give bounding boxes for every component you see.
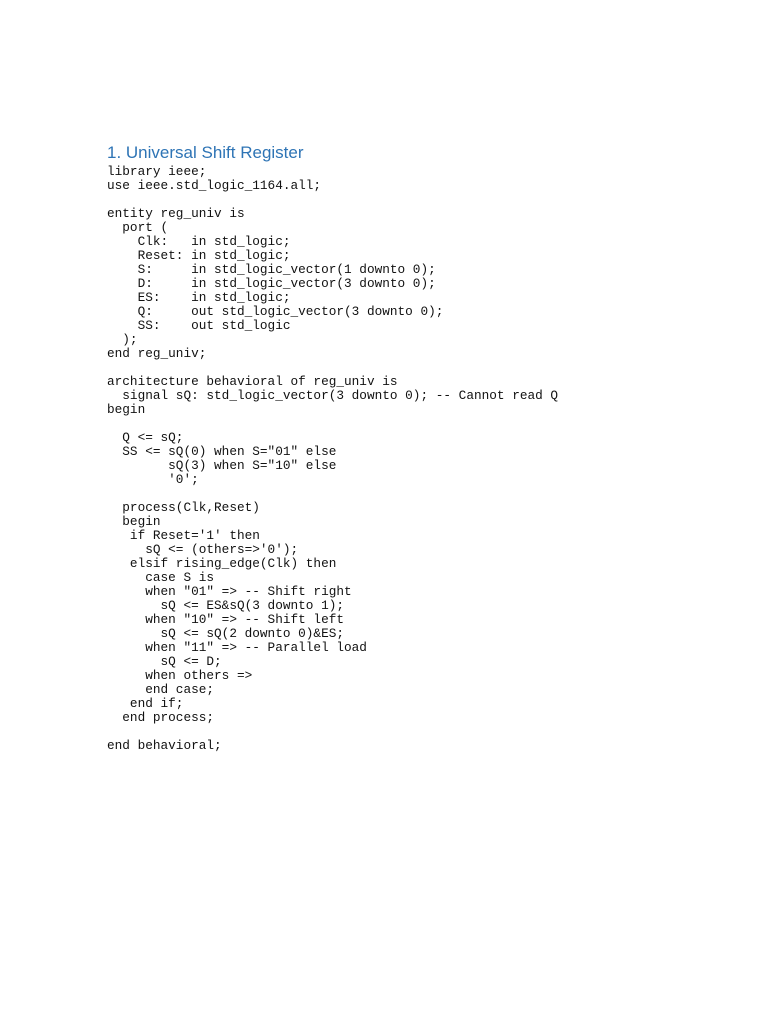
code-line: end case;: [107, 682, 215, 697]
code-line: end reg_univ;: [107, 346, 207, 361]
code-block: [107, 165, 558, 753]
code-line: when "11" => -- Parallel load: [107, 640, 367, 655]
code-line: sQ <= sQ(2 downto 0)&ES;: [107, 626, 345, 641]
code-line: entity reg_univ is: [107, 206, 245, 221]
code-line: Q: out std_logic_vector(3 downto 0);: [107, 304, 444, 319]
code-line: ES: in std_logic;: [107, 290, 291, 305]
code-line: D: in std_logic_vector(3 downto 0);: [107, 276, 436, 291]
code-line: sQ <= (others=>'0');: [107, 542, 299, 557]
code-line: end process;: [107, 710, 215, 725]
code-line: [107, 361, 558, 375]
code-line: Clk: in std_logic;: [107, 234, 291, 249]
code-line: architecture behavioral of reg_univ is: [107, 374, 398, 389]
code-line: end behavioral;: [107, 738, 222, 753]
code-line: if Reset='1' then: [107, 528, 260, 543]
section-heading: 1. Universal Shift Register: [107, 143, 304, 162]
code-line: [107, 487, 558, 501]
code-line: signal sQ: std_logic_vector(3 downto 0); -- Cannot read Q: [107, 388, 559, 403]
code-line: port (: [107, 220, 169, 235]
code-line: when "01" => -- Shift right: [107, 584, 352, 599]
code-line: library ieee;: [107, 164, 207, 179]
code-line: [107, 193, 558, 207]
code-line: [107, 725, 558, 739]
code-line: S: in std_logic_vector(1 downto 0);: [107, 262, 436, 277]
code-line: SS: out std_logic: [107, 318, 291, 333]
code-line: end if;: [107, 696, 184, 711]
code-line: SS <= sQ(0) when S="01" else: [107, 444, 337, 459]
code-line: '0';: [107, 472, 199, 487]
code-line: elsif rising_edge(Clk) then: [107, 556, 337, 571]
code-line: begin: [107, 514, 161, 529]
code-line: case S is: [107, 570, 215, 585]
code-line: Reset: in std_logic;: [107, 248, 291, 263]
code-line: sQ(3) when S="10" else: [107, 458, 337, 473]
code-line: Q <= sQ;: [107, 430, 184, 445]
code-line: process(Clk,Reset): [107, 500, 260, 515]
code-line: sQ <= ES&sQ(3 downto 1);: [107, 598, 345, 613]
code-line: [107, 417, 558, 431]
code-line: when others =>: [107, 668, 253, 683]
code-line: use ieee.std_logic_1164.all;: [107, 178, 322, 193]
code-line: begin: [107, 402, 146, 417]
code-line: when "10" => -- Shift left: [107, 612, 345, 627]
code-line: );: [107, 332, 138, 347]
code-line: sQ <= D;: [107, 654, 222, 669]
